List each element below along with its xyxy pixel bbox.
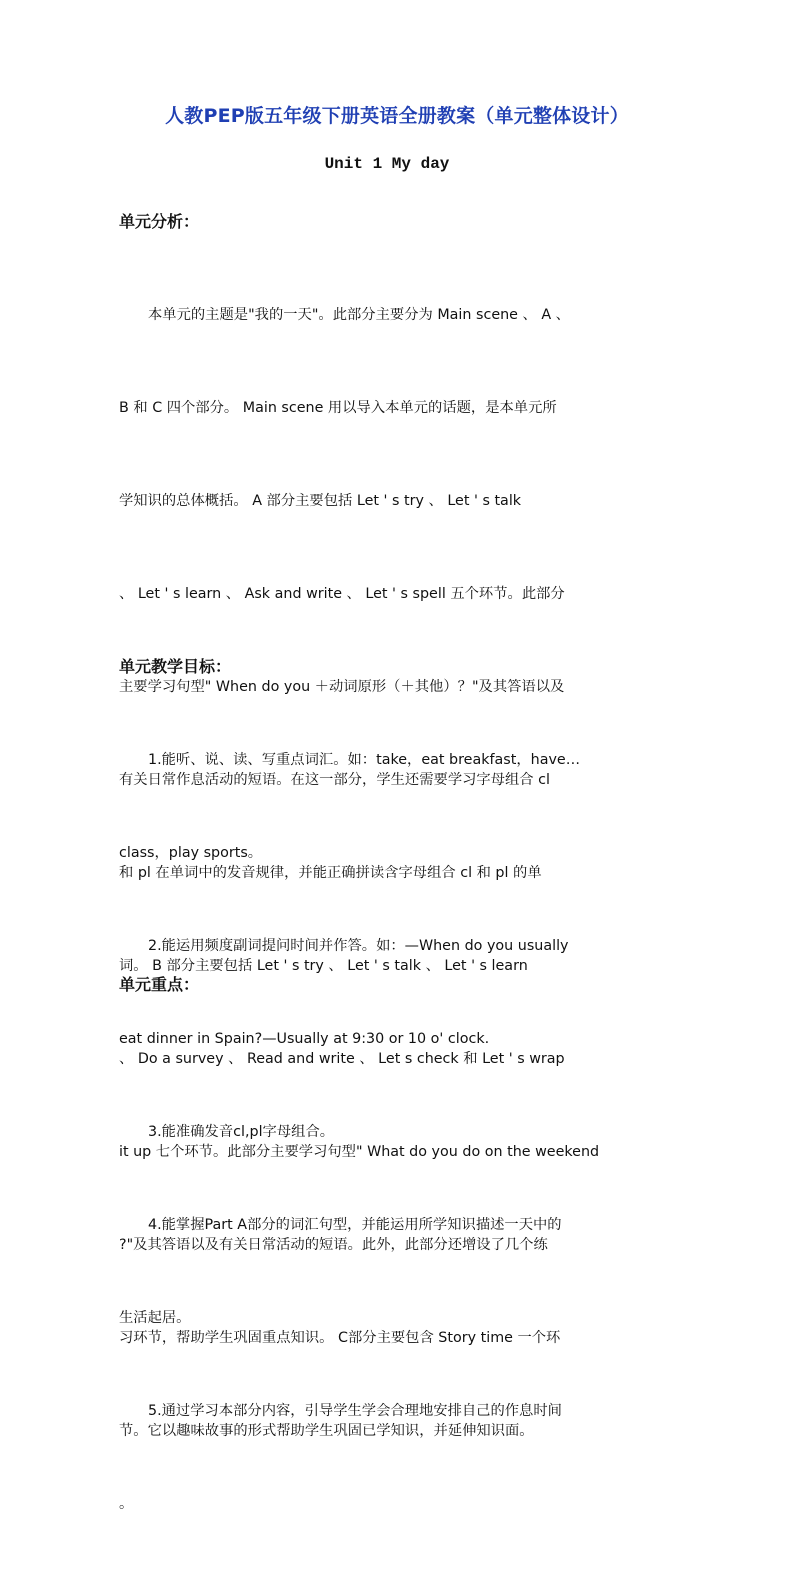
paragraph-line: B 和 C 四个部分。 Main scene 用以导入本单元的话题，是本单元所 [119,400,557,416]
unit-title: Unit 1 My day [324,155,450,173]
paragraph-line: 节。它以趣味故事的形式帮助学生巩固已学知识，并延伸知识面。 [119,1423,534,1439]
paragraph-line: 主要学习句型" When do you ＋动词原形（＋其他）？"及其答语以及 [119,679,565,695]
paragraph-line: 、 Do a survey 、 Read and write 、 Let s check 和 Let ' s wrap [119,1051,565,1067]
goal-item-2-cont: eat dinner in Spain?—Usually at 9:30 or 10 o' clock. [119,1031,490,1047]
section-heading-goals: 单元教学目标： [119,657,232,676]
paragraph-line: 有关日常作息活动的短语。在这一部分，学生还需要学习字母组合 cl [119,772,550,788]
goal-item-4-cont: 生活起居。 [119,1310,191,1326]
goal-item-2: 2.能运用频度副词提问时间并作答。如：—When do you usually [148,938,569,954]
document-title: 人教PEP版五年级下册英语全册教案（单元整体设计） [165,105,629,127]
paragraph-line: 词。 B 部分主要包括 Let ' s try 、 Let ' s talk 、 Let ' s learn [119,958,528,974]
goal-item-5-cont: 。 [119,1496,134,1512]
goal-item-4: 4.能掌握Part A部分的词汇句型，并能运用所学知识描述一天中的 [148,1217,562,1233]
paragraph-line: 本单元的主题是"我的一天"。此部分主要分为 Main scene 、 A 、 [148,307,570,323]
paragraph-line: 学知识的总体概括。 A 部分主要包括 Let ' s try 、 Let ' s talk [119,493,522,509]
paragraph-line: 、 Let ' s learn 、 Ask and write 、 Let ' s spell 五个环节。此部分 [119,586,565,602]
paragraph-line: 和 pl 在单词中的发音规律，并能正确拼读含字母组合 cl 和 pl 的单 [119,865,542,881]
paragraph-line: 习环节，帮助学生巩固重点知识。 C部分主要包含 Story time 一个环 [119,1330,561,1346]
goals-list [119,683,679,1582]
goal-item-3: 3.能准确发音cl,pl字母组合。 [148,1124,335,1140]
goal-item-5: 5.通过学习本部分内容，引导学生学会合理地安排自己的作息时间 [148,1403,562,1419]
goal-item-1-cont: class，play sports。 [119,845,263,861]
section-heading-key-points: 单元重点： [119,975,200,994]
goal-item-1: 1.能听、说、读、写重点词汇。如：take，eat breakfast，have… [148,752,581,768]
paragraph-line: it up 七个环节。此部分主要学习句型" What do you do on the weekend [119,1144,600,1160]
paragraph-line: ?"及其答语以及有关日常活动的短语。此外，此部分还增设了几个练 [119,1237,548,1253]
section-heading-analysis: 单元分析： [119,212,200,231]
